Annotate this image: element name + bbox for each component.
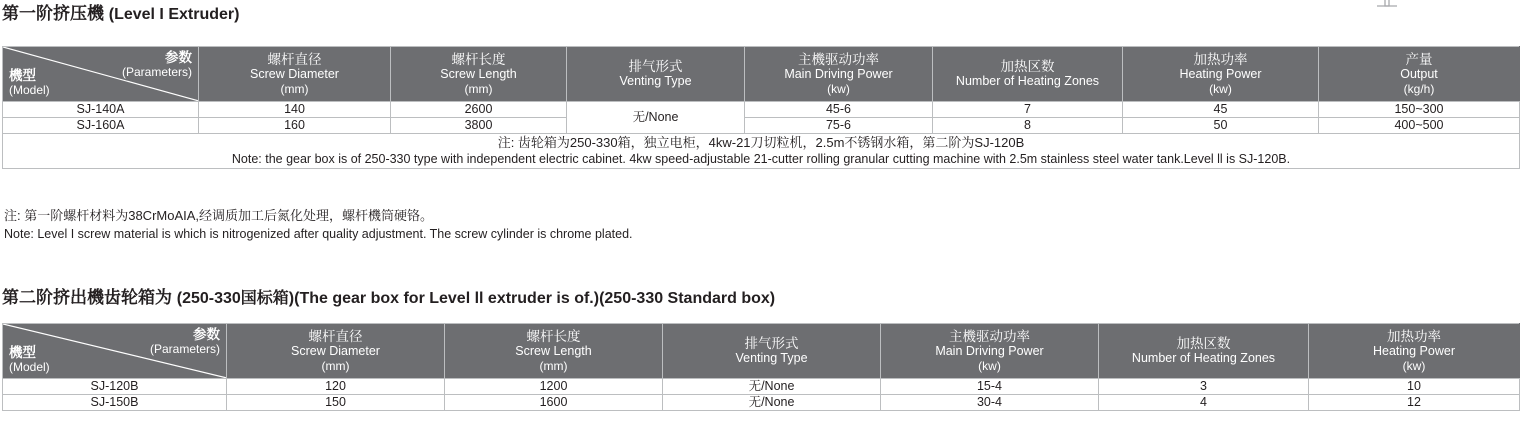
header-cell-venting-type: 排气形式 Venting Type	[663, 324, 881, 379]
cell-main-driving-power: 75-6	[745, 118, 933, 134]
table-row	[3, 102, 1520, 118]
cell-heating-zones: 8	[933, 118, 1123, 134]
note-text-en: Note: Level I screw material is which is nitrogenized after quality adjustment. The screw cylinder is chrome plated.	[4, 227, 633, 241]
cell-screw-diameter: 150	[227, 395, 445, 411]
table-header-row	[3, 47, 1520, 102]
cell-heating-zones: 3	[1099, 379, 1309, 395]
cell-model: SJ-150B	[3, 395, 227, 411]
cell-output: 150~300	[1319, 102, 1520, 118]
note-text-cn: 注: 齿轮箱为250-330箱，独立电柜，4kw-21刀切粒机，2.5m不锈钢水箱，第二阶为SJ-120B	[497, 135, 1025, 150]
table-note-row	[3, 134, 1520, 169]
cell-heating-zones: 7	[933, 102, 1123, 118]
header-cell-heating-power: 加热功率 Heating Power (kw)	[1309, 324, 1520, 379]
header-cell-main-driving-power: 主機驱动功率 Main Driving Power (kw)	[881, 324, 1099, 379]
header-cell-venting-type: 排气形式 Venting Type	[567, 47, 745, 102]
cell-screw-length: 1200	[445, 379, 663, 395]
section-title-cn: 第一阶挤压機	[2, 4, 104, 23]
machine-illustration	[1251, 0, 1421, 12]
cell-heating-power: 10	[1309, 379, 1520, 395]
header-cell-output: 产量 Output (kg/h)	[1319, 47, 1520, 102]
cell-screw-length: 3800	[391, 118, 567, 134]
cell-venting-type: 无/None	[567, 102, 745, 134]
cell-heating-zones: 4	[1099, 395, 1309, 411]
header-cell-model-parameters	[3, 324, 227, 379]
header-cell-heating-zones: 加热区数 Number of Heating Zones	[933, 47, 1123, 102]
header-cell-screw-diameter: 螺杆直径 Screw Diameter (mm)	[199, 47, 391, 102]
header-parameters-label: 参数 (Parameters)	[121, 50, 192, 79]
cell-heating-power: 45	[1123, 102, 1319, 118]
header-parameters-label: 参数 (Parameters)	[149, 327, 220, 356]
table-row	[3, 395, 1520, 411]
cell-heating-power: 12	[1309, 395, 1520, 411]
section-title-en: (Level I Extruder)	[108, 6, 240, 23]
cell-venting-type: 无/None	[663, 379, 881, 395]
cell-output: 400~500	[1319, 118, 1520, 134]
header-model-label: 機型 (Model)	[9, 68, 50, 97]
cell-heating-power: 50	[1123, 118, 1319, 134]
header-model-label: 機型 (Model)	[9, 345, 50, 374]
header-cell-heating-power: 加热功率 Heating Power (kw)	[1123, 47, 1319, 102]
table-note-cell	[3, 134, 1520, 169]
cell-screw-length: 1600	[445, 395, 663, 411]
header-cell-screw-length: 螺杆长度 Screw Length (mm)	[391, 47, 567, 102]
cell-screw-diameter: 140	[199, 102, 391, 118]
note-text-cn: 注: 第一阶螺杆材料为38CrMoAIA,经调质加工后氮化处理，螺杆機筒硬铬。	[4, 208, 434, 223]
table-row	[3, 379, 1520, 395]
section-title-en: (250-330国标箱)(The gear box for Level ll extruder is of.)(250-330 Standard box)	[176, 290, 776, 307]
cell-model: SJ-160A	[3, 118, 199, 134]
screw-material-note	[4, 206, 633, 244]
cell-screw-diameter: 120	[227, 379, 445, 395]
level-1-spec-table	[2, 46, 1520, 169]
header-cell-screw-length: 螺杆长度 Screw Length (mm)	[445, 324, 663, 379]
header-cell-model-parameters	[3, 47, 199, 102]
header-cell-main-driving-power: 主機驱动功率 Main Driving Power (kw)	[745, 47, 933, 102]
table-header-row	[3, 324, 1520, 379]
section-title-level-2	[2, 288, 775, 309]
cell-screw-length: 2600	[391, 102, 567, 118]
cell-model: SJ-140A	[3, 102, 199, 118]
cell-venting-type: 无/None	[663, 395, 881, 411]
section-title-cn: 第二阶挤出機齿轮箱为	[2, 288, 172, 307]
cell-main-driving-power: 45-6	[745, 102, 933, 118]
cell-model: SJ-120B	[3, 379, 227, 395]
cell-screw-diameter: 160	[199, 118, 391, 134]
level-2-spec-table	[2, 323, 1520, 411]
header-cell-heating-zones: 加热区数 Number of Heating Zones	[1099, 324, 1309, 379]
cell-main-driving-power: 15-4	[881, 379, 1099, 395]
header-cell-screw-diameter: 螺杆直径 Screw Diameter (mm)	[227, 324, 445, 379]
note-text-en: Note: the gear box is of 250-330 type with independent electric cabinet. 4kw speed-adjustable 21-cutter rolling granular cutting machine with 2.5m stainless steel water tank.Level ll is SJ-120B.	[231, 152, 1291, 166]
section-title-level-1	[2, 4, 239, 25]
table-row	[3, 118, 1520, 134]
cell-main-driving-power: 30-4	[881, 395, 1099, 411]
